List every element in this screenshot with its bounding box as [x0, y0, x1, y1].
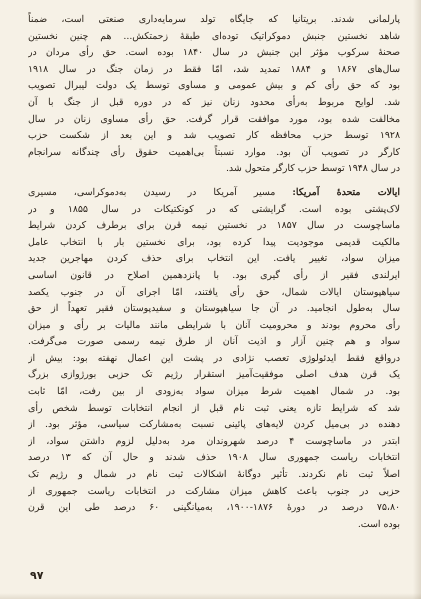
- text-line: بود. در شمال اهمیت شرط میزان سواد به‌زودی از بین رفت، امّا ثابت: [28, 386, 400, 398]
- text-line: صحنهٔ سرکوب مؤثر این جنبش در سال ۱۸۴۰ بوده است. حق رأی مردان در: [28, 47, 400, 59]
- paragraph-2: [28, 185, 400, 533]
- text-line: سال به‌طول انجامید. در آن جا سیاهپوستان و سفیدپوستان فقیر تعهداً از حق: [28, 303, 400, 315]
- text-line: میزان سواد، تغییر یافت. این انتخاب برای حذف کردن مهاجرین جدید: [28, 253, 400, 265]
- text-line: شد. لوایح مربوط به‌رأی محدود زنان نیز که در دوره قبل از جنگ با آن: [28, 96, 400, 108]
- text-line: اصلاً ثبت نام نکردند. تأثیر دوگانهٔ اشکالات ثبت نام در شمال و رژیم تک: [28, 469, 400, 481]
- text-line: کارگر در تصویب آن بود. موارد نسبتاً بی‌اهمیت حقوق رأی چندگانه سرانجام: [28, 146, 400, 158]
- page-text-block: [28, 12, 400, 533]
- text-line: [28, 185, 400, 202]
- text-line: شاهد نخستین جنبش دموکراتیک توده‌ای طبقهٔ زحمتکش... هم چنین نخستین: [28, 30, 400, 42]
- text-line: ۷۵،۸۰ درصد در دورهٔ ۱۸۷۶-۱۹۰۰، به‌میانگینی ۶۰ درصد طی این قرن: [28, 502, 400, 514]
- text-line: انتخابات ریاست جمهوری سال ۱۹۰۸ حذف شدند و حال آن که ۱۳ درصد: [28, 452, 400, 464]
- text-line: ایرلندی فقیر از رأی گیری بود. با پانزدهمین اصلاح در قانون اساسی: [28, 269, 400, 281]
- paragraph-gap: [28, 178, 400, 185]
- text-line: درواقع فقط ایدئولوژی تعصب نژادی در پشت این اعمال نهفته بود: بیش از: [28, 352, 400, 364]
- heading-line-rest: مسیر آمریکا در رسیدن به‌دموکراسی، مسیری: [28, 186, 276, 198]
- page-number: ٩٧: [30, 569, 44, 582]
- text-line: حزبی در جنوب باعث کاهش میزان مشارکت در انتخابات ریاست جمهوری از: [28, 485, 400, 497]
- text-line: سیاهپوستان ایالات شمال، حق رأی یافتند، امّا اجرای آن در جنوب یکصد: [28, 286, 400, 298]
- text-line: ابتدر در ماساچوست ۴ درصد شهروندان مرد به‌دلیل لزوم داشتن سواد، از: [28, 435, 400, 447]
- text-line: شد که شرایط تازه یعنی ثبت نام قبل از انجام انتخابات توسط شخص رأی: [28, 402, 400, 414]
- text-line: در سال ۱۹۴۸ توسط حزب کارگر متحول شد.: [225, 163, 400, 175]
- text-line: مالکیت قدیمی موجودیت پیدا کرده بود، برای نخستین بار با انتخاب عامل: [28, 236, 400, 248]
- text-line: رأی محروم بودند و محرومیت آنان با شرایطی مانند مالیات بر رأی و میزان: [28, 319, 400, 331]
- text-line: دهنده در بی‌میل کردن لایه‌های پائینی نسبت به‌مشارکت سیاسی، مؤثر بود. از: [28, 419, 400, 431]
- text-line: ماساچوست در سال ۱۸۵۷ در نخستین نیمه قرن برای برطرف کردن شرایط: [28, 220, 400, 232]
- text-line: مخالفت شده بود، مورد موافقت قرار گرفت. حق رأی مساوی زنان در سال: [28, 113, 400, 125]
- text-line: سال‌های ۱۸۶۷ و ۱۸۸۴ تمدید شد، امّا فقط در زمان جنگ در سال ۱۹۱۸: [28, 63, 400, 75]
- page-edge-shadow: [413, 0, 421, 599]
- text-line: سواد و هم چنین آزار و اذیت آنان از طرق نیمه رسمی صورت می‌گرفت.: [28, 336, 400, 348]
- text-line: بوده است.: [357, 518, 400, 530]
- text-line: یک قرن هدف اصلی موفقیت‌آمیز استقرار رژیم تک حزبی بورژوازی بزرگ: [28, 369, 400, 381]
- page-bottom-shadow: [0, 593, 421, 599]
- text-line: پارلمانی شدند. بریتانیا که جایگاه تولد سرمایه‌داری صنعتی است، ضمناً: [28, 14, 400, 25]
- text-line: لاک‌پشتی بوده است. گرایشتی که در کونکتیکات در سال ۱۸۵۵ و در: [28, 203, 400, 215]
- text-line: بود که حق رأی کم و بیش عمومی و مساوی توسط یک دولت لیبرال تصویب: [28, 80, 400, 92]
- paragraph-1: [28, 12, 400, 178]
- section-heading: ایالات متحدهٔ آمریکا:: [292, 186, 400, 198]
- text-line: ۱۹۲۸ توسط حزب محافظه کار تصویب شد و این بعد از شکست حزب: [28, 130, 400, 142]
